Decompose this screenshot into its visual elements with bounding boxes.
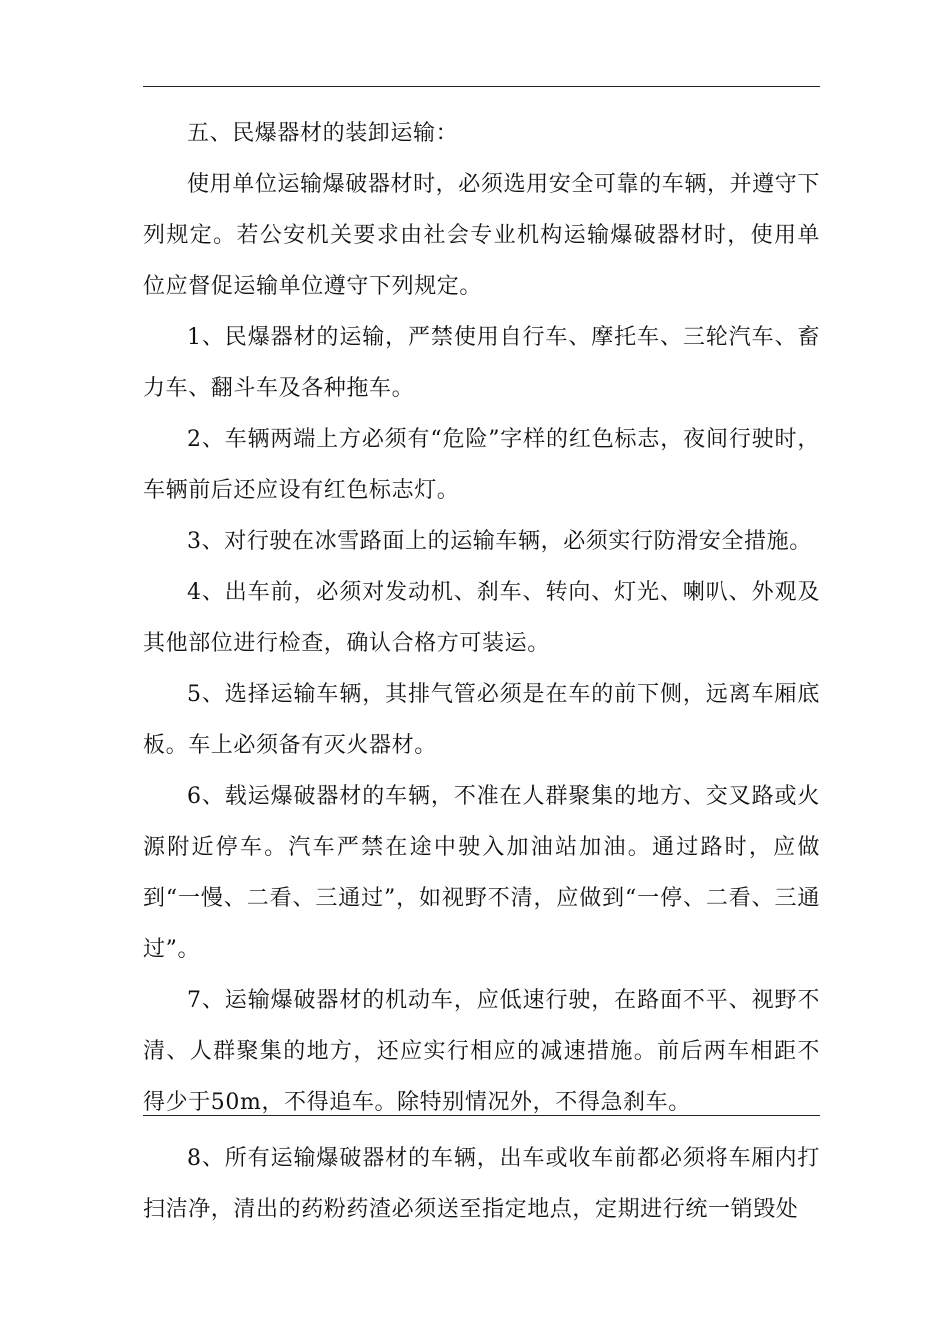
rule-4: 4、出车前，必须对发动机、刹车、转向、灯光、喇叭、外观及其他部位进行检查，确认合格方可装运。 [143, 580, 820, 656]
page-break-divider [143, 1115, 820, 1116]
rule-5: 5、选择运输车辆，其排气管必须是在车的前下侧，远离车厢底板。车上必须备有灭火器材。 [143, 682, 820, 758]
section-heading: 五、民爆器材的装卸运输： [187, 121, 459, 146]
top-divider [143, 86, 820, 87]
rule-3: 3、对行驶在冰雪路面上的运输车辆，必须实行防滑安全措施。 [187, 529, 812, 554]
rule-8: 8、所有运输爆破器材的车辆，出车或收车前都必须将车厢内打扫洁净，清出的药粉药渣必须送至指定地点，定期进行统一销毁处 [143, 1146, 820, 1222]
content-upper [143, 108, 820, 1128]
rule-1: 1、民爆器材的运输，严禁使用自行车、摩托车、三轮汽车、畜力车、翻斗车及各种拖车。 [143, 325, 820, 401]
intro-paragraph: 使用单位运输爆破器材时，必须选用安全可靠的车辆，并遵守下列规定。若公安机关要求由社会专业机构运输爆破器材时，使用单位应督促运输单位遵守下列规定。 [143, 172, 820, 299]
rule-6: 6、载运爆破器材的车辆，不准在人群聚集的地方、交叉路或火源附近停车。汽车严禁在途中驶入加油站加油。通过路时，应做到“一慢、二看、三通过”，如视野不清，应做到“一停、二看、三通过”。 [143, 784, 820, 962]
rule-2: 2、车辆两端上方必须有“危险”字样的红色标志，夜间行驶时，车辆前后还应设有红色标志灯。 [143, 427, 820, 503]
content-lower [143, 1133, 820, 1235]
rule-7: 7、运输爆破器材的机动车，应低速行驶，在路面不平、视野不清、人群聚集的地方，还应实行相应的减速措施。前后两车相距不得少于50m，不得追车。除特别情况外，不得急刹车。 [143, 988, 820, 1115]
